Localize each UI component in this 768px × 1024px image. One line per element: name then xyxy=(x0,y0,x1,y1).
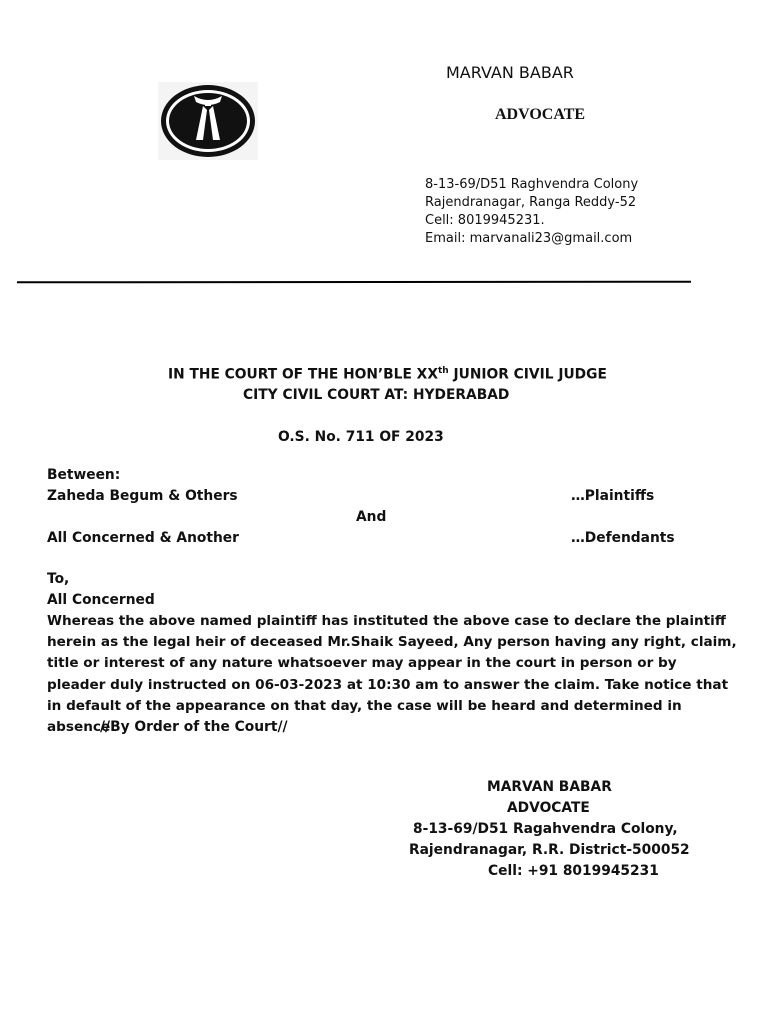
court-heading-line2: CITY CIVIL COURT AT: HYDERABAD xyxy=(243,387,510,403)
signature-address-line1: 8-13-69/D51 Ragahvendra Colony, xyxy=(413,821,678,837)
between-label: Between: xyxy=(47,467,121,483)
notice-body: Whereas the above named plaintiff has instituted the above case to declare the plaintiff herein as the legal heir of deceased Mr.Shaik Sayeed, Any person having any right, claim, title or interest of any nature whatsoever may appear in the court in person or by pleader duly instructed on 06-03-2023 at 10:30 am to answer the claim. Take notice that in default of the appearance on that day, the case will be heard and determined in absence. xyxy=(47,613,737,736)
letterhead-address-line2: Rajendranagar, Ranga Reddy-52 xyxy=(425,195,637,210)
plaintiff-role: …Plaintiffs xyxy=(571,488,655,504)
signature-name: MARVAN BABAR xyxy=(487,779,612,795)
notice-to: To, xyxy=(47,571,70,587)
case-number: O.S. No. 711 OF 2023 xyxy=(278,429,444,445)
notice-addressee: All Concerned xyxy=(47,592,155,608)
letterhead-divider xyxy=(17,281,691,284)
order-line: //By Order of the Court// xyxy=(100,719,288,735)
letterhead-email: Email: marvanali23@gmail.com xyxy=(425,231,633,246)
plaintiff-name: Zaheda Begum & Others xyxy=(47,488,238,504)
and-label: And xyxy=(356,509,387,525)
letterhead-address-line1: 8-13-69/D51 Raghvendra Colony xyxy=(425,177,639,192)
letterhead-cell: Cell: 8019945231. xyxy=(425,213,545,228)
signature-title: ADVOCATE xyxy=(507,800,590,816)
court-heading-line1 xyxy=(168,366,607,383)
signature-cell: Cell: +91 8019945231 xyxy=(488,863,659,879)
letterhead-name: MARVAN BABAR xyxy=(446,63,574,82)
advocate-band-icon xyxy=(158,82,258,160)
defendant-name: All Concerned & Another xyxy=(47,530,239,546)
signature-address-line2: Rajendranagar, R.R. District-500052 xyxy=(409,842,690,858)
court-heading-suffix: JUNIOR CIVIL JUDGE xyxy=(448,366,607,383)
court-heading-prefix: IN THE COURT OF THE HON’BLE XX xyxy=(168,366,438,383)
court-heading-sup: th xyxy=(437,366,449,376)
advocate-logo xyxy=(158,82,258,160)
defendant-role: …Defendants xyxy=(571,530,675,546)
letterhead-title: ADVOCATE xyxy=(495,106,586,123)
